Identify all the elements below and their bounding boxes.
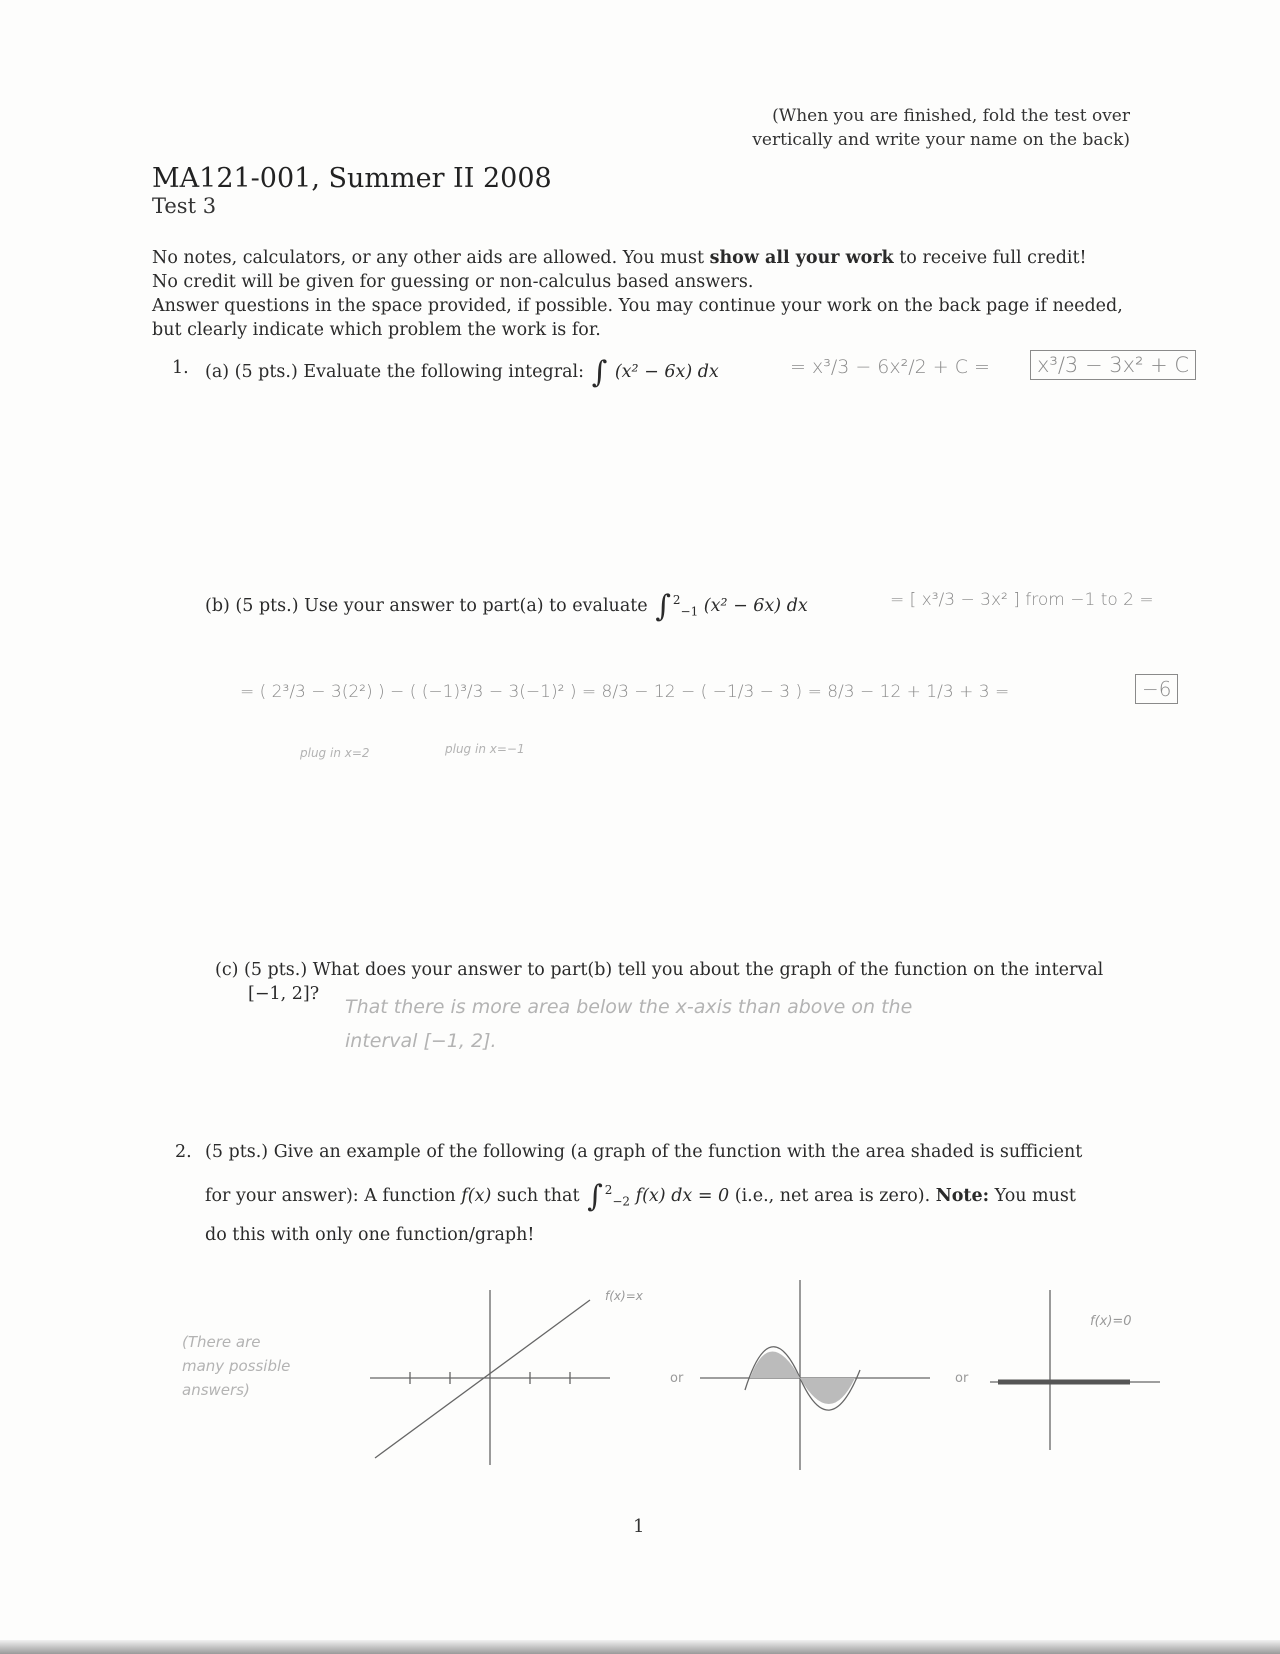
instructions-line2: No credit will be given for guessing or non-calculus based answers. [152, 272, 754, 292]
graph2-shaded-positive [750, 1352, 800, 1379]
integral-sign-icon: ∫ [655, 588, 671, 624]
course-title: MA121-001, Summer II 2008 [152, 163, 552, 194]
q2-note-label: Note: [935, 1185, 990, 1206]
q2-upper: 2 [604, 1183, 613, 1197]
q2-line2b: such that [491, 1185, 586, 1206]
q2-integrand: f(x) dx = 0 [635, 1185, 730, 1206]
q2-hand-note: (There are many possible answers) [182, 1333, 291, 1399]
q2-line2c: (i.e., net area is zero). [729, 1185, 936, 1206]
q2-line2a: for your answer): A function [205, 1185, 462, 1206]
q1c-label2: [−1, 2]? [248, 984, 320, 1004]
q1a-answer-box: x³/3 − 3x² + C [1030, 350, 1196, 380]
instructions-line1c: to receive full credit! [893, 248, 1087, 268]
q2-prompt [205, 1140, 1135, 1247]
q2-fx: f(x) [461, 1185, 492, 1206]
q1b-lower: −1 [680, 604, 699, 619]
q1b-prompt [205, 588, 808, 623]
fold-instructions-line2: vertically and write your name on the back) [752, 130, 1130, 150]
graph2-shaded-negative [800, 1378, 855, 1404]
instructions-emphasis: show all your work [709, 248, 894, 268]
q1b-work-line1: = [ x³/3 − 3x² ] from −1 to 2 = [890, 590, 1154, 610]
q1c-label: (c) (5 pts.) What does your answer to part(b) tell you about the graph of the function on the interval [215, 960, 1104, 980]
graph-sine [700, 1280, 930, 1470]
q2-line1: (5 pts.) Give an example of the following (a graph of the function with the area shaded is sufficient [205, 1142, 1083, 1162]
graph-identity [370, 1290, 610, 1465]
instructions-line4: but clearly indicate which problem the work is for. [152, 320, 601, 340]
test-title: Test 3 [152, 194, 217, 218]
q1b-answer-box: −6 [1135, 674, 1178, 704]
or-label-2: or [955, 1371, 969, 1386]
q1b-work-line2: = ( 2³/3 − 3(2²) ) − ( (−1)³/3 − 3(−1)² ) = 8/3 − 12 − ( −1/3 − 3 ) = 8/3 − 12 + 1/3 + 3 = [240, 682, 1010, 702]
q2-line3: do this with only one function/graph! [205, 1225, 535, 1246]
q1b-label: (b) (5 pts.) Use your answer to part(a) to evaluate [205, 595, 648, 616]
or-label-1: or [670, 1371, 684, 1386]
q1c-answer-line1: That there is more area below the x-axis than above on the [345, 996, 913, 1018]
q1a-prompt [205, 355, 719, 390]
q2-number: 2. [175, 1142, 192, 1162]
q2-line2 [205, 1178, 1135, 1213]
graph-zero [990, 1290, 1160, 1450]
q1b-note2: plug in x=−1 [445, 742, 525, 756]
page-edge-shadow [0, 1640, 1280, 1654]
instructions-line1 [152, 246, 1132, 270]
graph1-line [375, 1300, 590, 1458]
instructions [152, 246, 1132, 342]
q1b-upper: 2 [672, 593, 681, 607]
q1b-note1: plug in x=2 [300, 746, 370, 760]
q1a-work: = x³/3 − 6x²/2 + C = [790, 356, 990, 378]
q1b-integrand: (x² − 6x) dx [703, 595, 808, 616]
q2-lower: −2 [612, 1194, 631, 1209]
graph3-label: f(x)=0 [1090, 1314, 1132, 1329]
q2-line2d: You must [989, 1185, 1076, 1206]
q1a-integrand: (x² − 6x) dx [614, 362, 719, 382]
instructions-line1a: No notes, calculators, or any other aids are allowed. You must [152, 248, 710, 268]
instructions-line3: Answer questions in the space provided, if possible. You may continue your work on the back page if needed, [152, 296, 1123, 316]
integral-sign-icon: ∫ [591, 355, 608, 390]
integral-sign-icon: ∫ [587, 1178, 603, 1214]
fold-instructions [752, 104, 1130, 152]
q2-sketches [170, 1270, 1190, 1490]
page-number: 1 [633, 1516, 645, 1537]
fold-instructions-line1: (When you are finished, fold the test over [772, 106, 1130, 126]
q1-number: 1. [172, 358, 189, 378]
graph1-label: f(x)=x [605, 1289, 643, 1303]
q1a-label: (a) (5 pts.) Evaluate the following integral: [205, 362, 585, 382]
q1c-answer-line2: interval [−1, 2]. [345, 1030, 497, 1052]
